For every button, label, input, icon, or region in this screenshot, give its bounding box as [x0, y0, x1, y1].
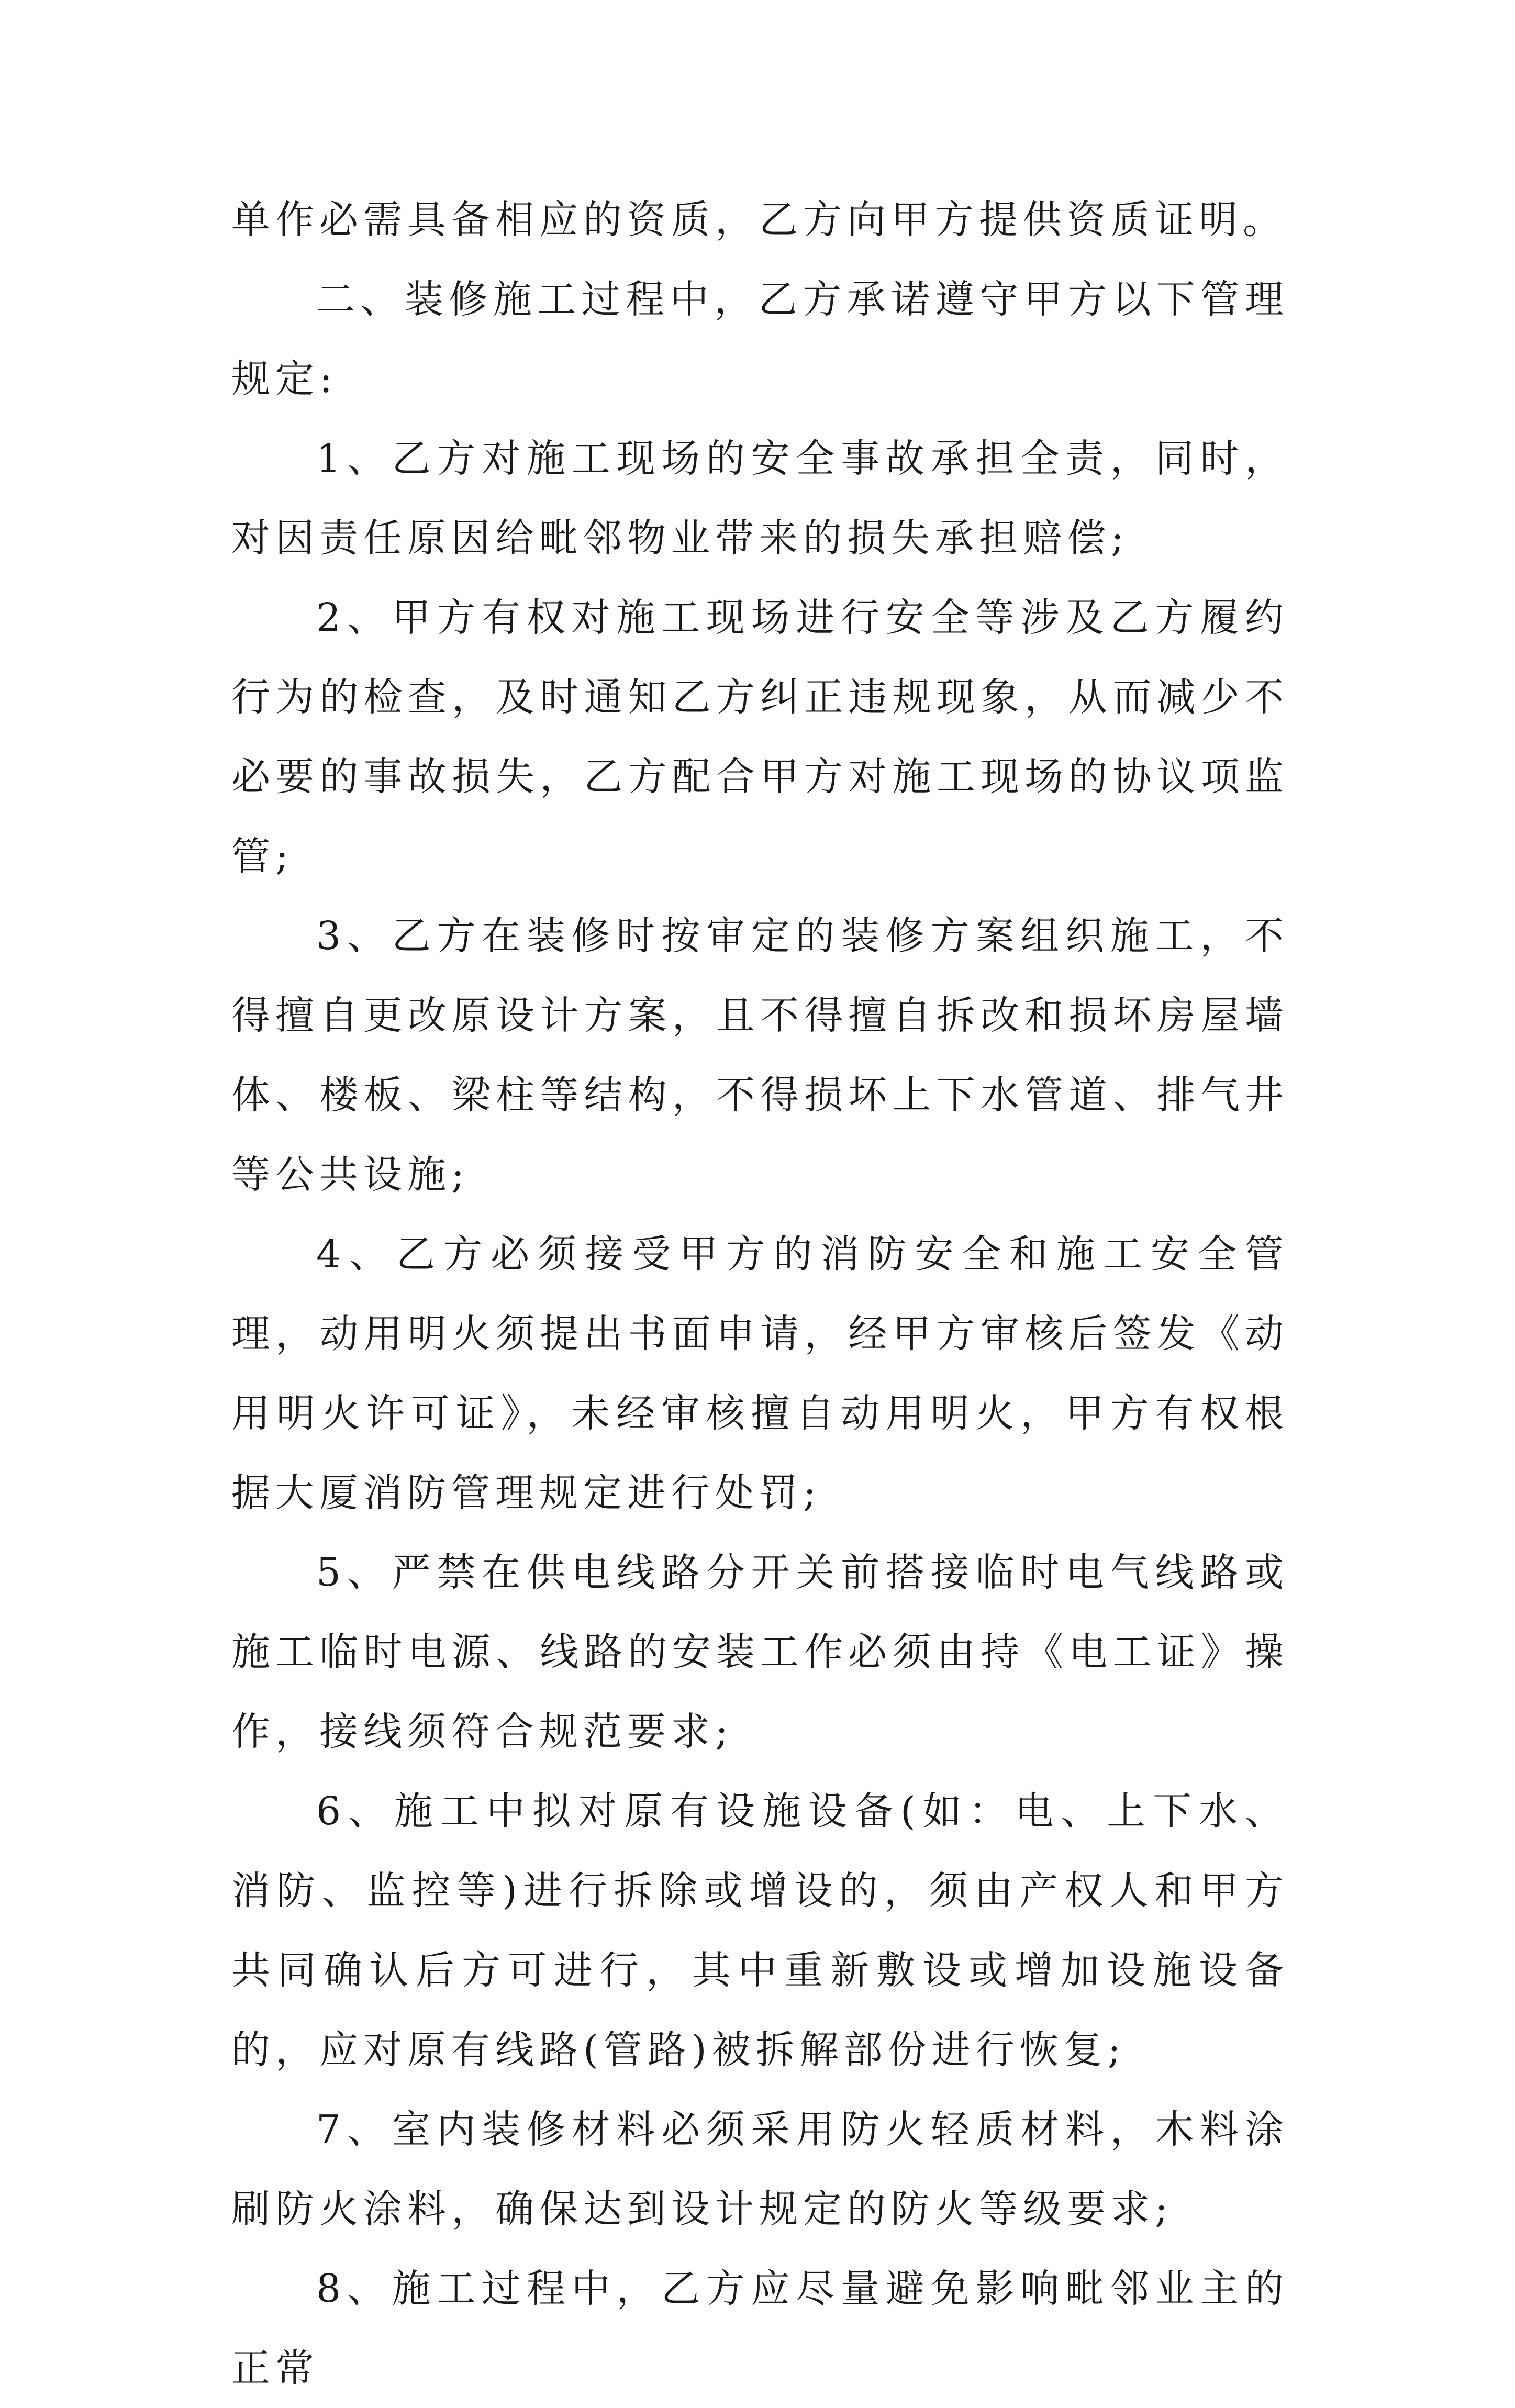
paragraph-2: 二、装修施工过程中，乙方承诺遵守甲方以下管理规定:	[231, 277, 1289, 402]
paragraph-8: 6、施工中拟对原有设施设备(如：电、上下水、消防、监控等)进行拆除或增设的，须由产权人和甲方共同确认后方可进行，其中重新敷设或增加设施设备的，应对原有线路(管路)被拆解部份进行恢复;	[231, 1789, 1289, 2072]
paragraph-7: 5、严禁在供电线路分开关前搭接临时电气线路或施工临时电源、线路的安装工作必须由持《电工证》操作，接线须符合规范要求;	[231, 1550, 1289, 1754]
paragraph-9: 7、室内装修材料必须采用防火轻质材料，木料涂刷防火涂料，确保达到设计规定的防火等级要求;	[231, 2107, 1289, 2232]
paragraph-10: 8、施工过程中，乙方应尽量避免影响毗邻业主的正常	[231, 2266, 1289, 2391]
paragraph-3: 1、乙方对施工现场的安全事故承担全责，同时，对因责任原因给毗邻物业带来的损失承担赔偿;	[231, 436, 1289, 561]
paragraph-1: 单作必需具备相应的资质，乙方向甲方提供资质证明。	[231, 197, 1287, 242]
paragraph-4: 2、甲方有权对施工现场进行安全等涉及乙方履约行为的检查，及时通知乙方纠正违规现象，从而减少不必要的事故损失，乙方配合甲方对施工现场的协议项监管;	[231, 595, 1289, 879]
document-body	[231, 180, 1289, 2408]
paragraph-6: 4、乙方必须接受甲方的消防安全和施工安全管理，动用明火须提出书面申请，经甲方审核后签发《动用明火许可证》，未经审核擅自动用明火，甲方有权根据大厦消防管理规定进行处罚;	[231, 1232, 1289, 1515]
paragraph-5: 3、乙方在装修时按审定的装修方案组织施工，不得擅自更改原设计方案，且不得擅自拆改和损坏房屋墙体、楼板、梁柱等结构，不得损坏上下水管道、排气井等公共设施;	[231, 913, 1289, 1197]
